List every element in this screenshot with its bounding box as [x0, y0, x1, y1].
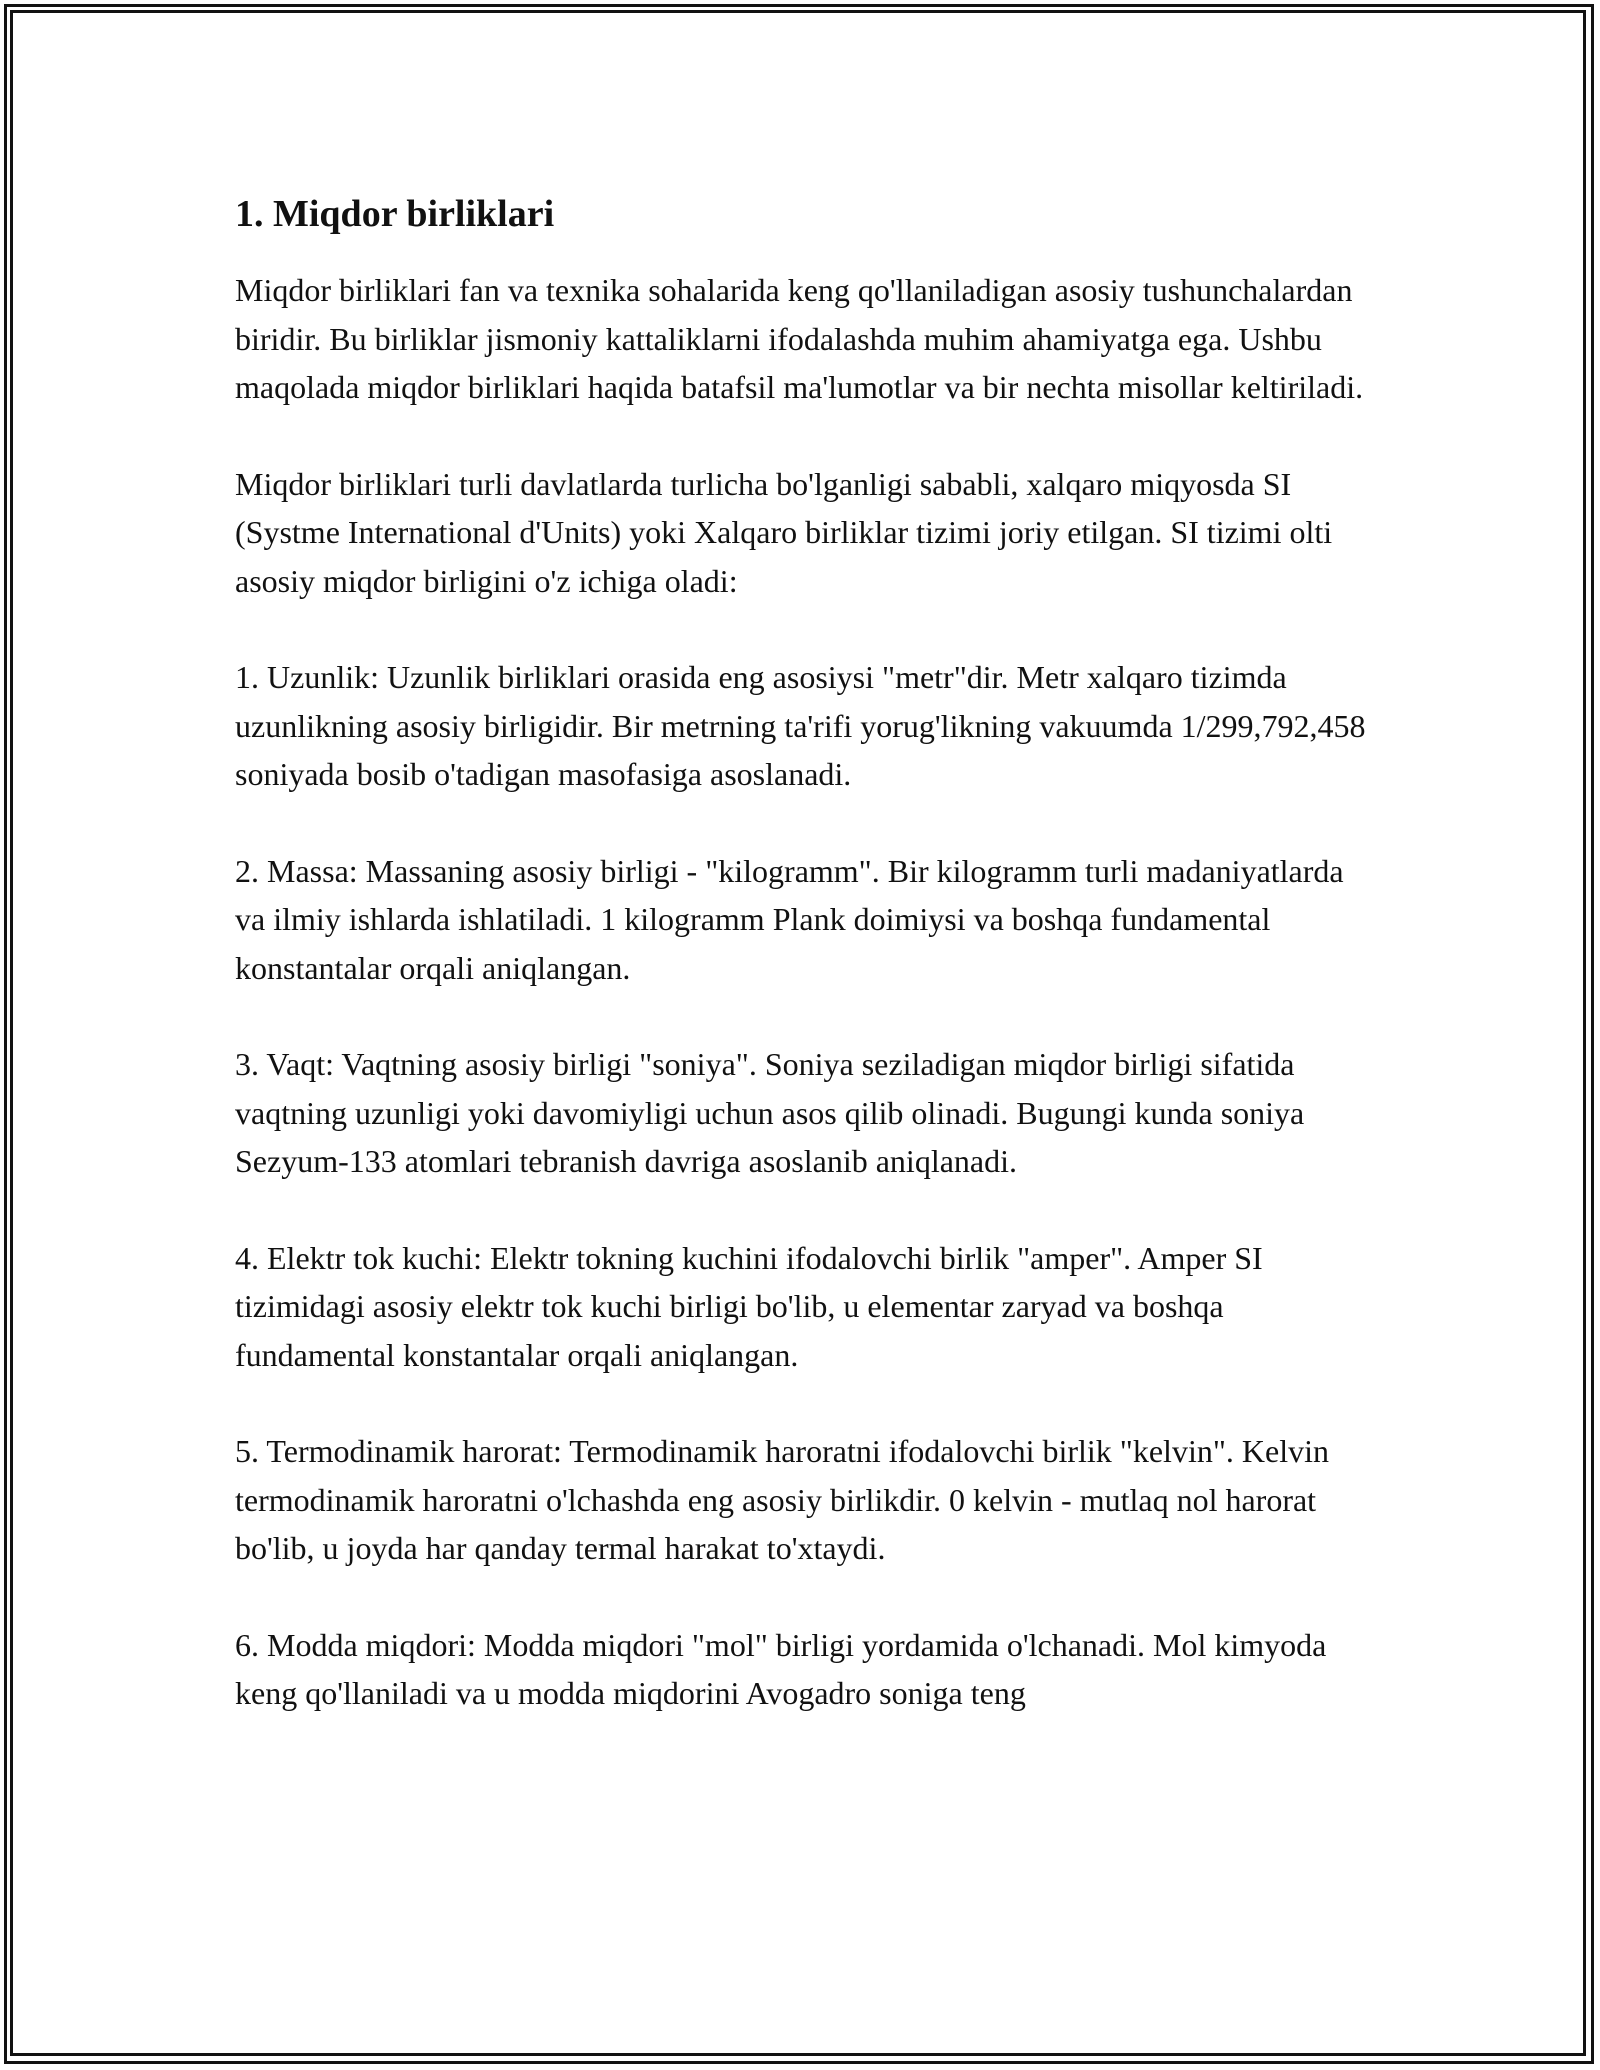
document-body [235, 184, 1375, 1718]
document-title: 1. Miqdor birliklari [235, 193, 555, 235]
time-unit-paragraph: 3. Vaqt: Vaqtning asosiy birligi "soniya". Soniya seziladigan miqdor birligi sifatida vaqtning uzunligi yoki davomiyligi uchun asos qilib olinadi. Bugungi kunda soniya Sezyum-133 atomlari tebranish davriga asoslanib aniqlanadi. [235, 1046, 1305, 1179]
intro-paragraph: Miqdor birliklari fan va texnika sohalarida keng qo'llaniladigan asosiy tushunchalardan biridir. Bu birliklar jismoniy kattaliklarni ifodalashda muhim ahamiyatga ega. Ushbu maqolada miqdor birliklari haqida batafsil ma'lumotlar va bir nechta misollar keltiriladi. [235, 272, 1364, 405]
length-unit-paragraph: 1. Uzunlik: Uzunlik birliklari orasida eng asosiysi "metr"dir. Metr xalqaro tizimda uzunlikning asosiy birligidir. Bir metrning ta'rifi yorug'likning vakuumda 1/299,792,458 soniyada bosib o'tadigan masofasiga asoslanadi. [235, 659, 1366, 792]
temperature-unit-paragraph: 5. Termodinamik harorat: Termodinamik haroratni ifodalovchi birlik "kelvin". Kelvin termodinamik haroratni o'lchashda eng asosiy birlikdir. 0 kelvin - mutlaq nol harorat bo'lib, u joyda har qanday termal harakat to'xtaydi. [235, 1433, 1329, 1566]
si-system-paragraph: Miqdor birliklari turli davlatlarda turlicha bo'lganligi sababli, xalqaro miqyosda SI (Systme International d'Units) yoki Xalqaro birliklar tizimi joriy etilgan. SI tizimi olti asosiy miqdor birligini o'z ichiga oladi: [235, 465, 1333, 599]
current-unit-paragraph: 4. Elektr tok kuchi: Elektr tokning kuchini ifodalovchi birlik "amper". Amper SI tizimidagi asosiy elektr tok kuchi birligi bo'lib, u elementar zaryad va boshqa fundamental konstantalar orqali aniqlangan. [235, 1239, 1263, 1373]
amount-unit-paragraph: 6. Modda miqdori: Modda miqdori "mol" birligi yordamida o'lchanadi. Mol kimyoda keng qo'llaniladi va u modda miqdorini Avogadro soniga teng [235, 1626, 1327, 1711]
mass-unit-paragraph: 2. Massa: Massaning asosiy birligi - "kilogramm". Bir kilogramm turli madaniyatlarda va ilmiy ishlarda ishlatiladi. 1 kilogramm Plank doimiysi va boshqa fundamental konstantalar orqali aniqlangan. [235, 852, 1344, 986]
